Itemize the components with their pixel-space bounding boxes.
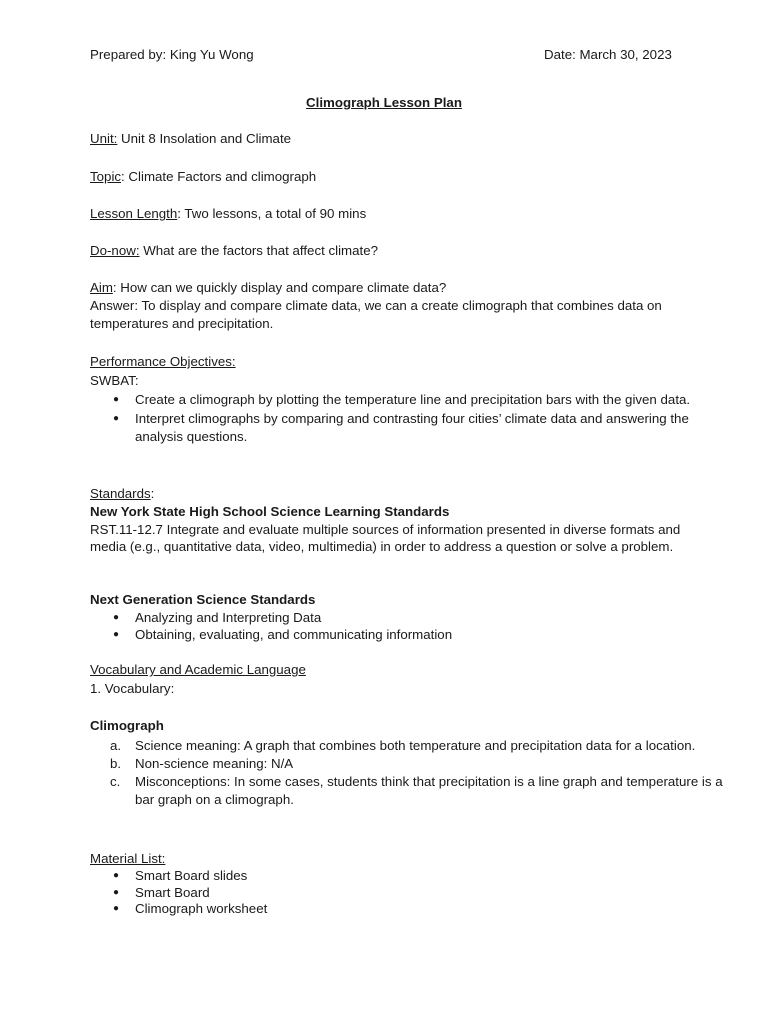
topic-value: : Climate Factors and climograph xyxy=(121,169,317,184)
list-marker: a. xyxy=(110,738,122,753)
topic-line xyxy=(90,168,316,185)
do-now-value: What are the factors that affect climate? xyxy=(139,243,378,258)
vocabulary-heading: Vocabulary and Academic Language xyxy=(90,662,306,677)
list-item: ● Obtaining, evaluating, and communicating information xyxy=(135,626,727,643)
swbat-label: SWBAT: xyxy=(90,373,139,388)
lesson-length-line xyxy=(90,205,366,222)
do-now-line xyxy=(90,242,378,259)
lesson-length-value: : Two lessons, a total of 90 mins xyxy=(177,206,367,221)
list-marker: b. xyxy=(110,756,122,771)
aim-label: Aim xyxy=(90,280,113,295)
unit-line xyxy=(90,130,291,147)
ngss-heading: Next Generation Science Standards xyxy=(90,592,316,607)
ngss-list xyxy=(90,609,727,643)
material-list-heading: Material List: xyxy=(90,851,166,866)
topic-label: Topic xyxy=(90,169,122,184)
materials-list xyxy=(90,868,727,918)
lesson-length-label: Lesson Length xyxy=(90,206,178,221)
list-item: ● Analyzing and Interpreting Data xyxy=(135,609,727,626)
unit-label: Unit: xyxy=(90,131,118,146)
list-marker: c. xyxy=(110,774,121,789)
vocabulary-subheading: 1. Vocabulary: xyxy=(90,681,175,696)
nys-standards-text: RST.11-12.7 Integrate and evaluate multiple sources of information presented in diverse formats and media (e.g., quantitative data, video, multimedia) in order to address a question or solve a problem. xyxy=(90,522,681,554)
list-item: ● Climograph worksheet xyxy=(135,901,727,918)
aim-answer: Answer: To display and compare climate data, we can a create climograph that combines data on temperatures and precipitation. xyxy=(90,298,662,331)
objectives-list xyxy=(90,391,727,446)
list-item: b. Non-science meaning: N/A xyxy=(110,756,294,771)
page-title: Climograph Lesson Plan xyxy=(306,95,462,110)
unit-value: Unit 8 Insolation and Climate xyxy=(117,131,292,146)
standards-heading: Standards xyxy=(90,486,151,501)
vocabulary-definitions xyxy=(90,737,727,809)
standards-colon: : xyxy=(150,486,155,501)
list-item: a. Science meaning: A graph that combines both temperature and precipitation data for a location. xyxy=(110,738,696,753)
list-item: ● Interpret climographs by comparing and contrasting four cities’ climate data and answering the analysis questions. xyxy=(135,410,727,446)
list-item: ● Create a climograph by plotting the temperature line and precipitation bars with the given data. xyxy=(135,391,727,409)
list-item: ● Smart Board xyxy=(135,885,727,902)
do-now-label: Do-now: xyxy=(90,243,140,258)
document-date: Date: March 30, 2023 xyxy=(544,47,672,62)
aim-value: : How can we quickly display and compare climate data? xyxy=(112,280,447,295)
list-item: ● Smart Board slides xyxy=(135,868,727,885)
prepared-by: Prepared by: King Yu Wong xyxy=(90,47,254,62)
nys-standards-heading: New York State High School Science Learning Standards xyxy=(90,504,450,519)
aim-line xyxy=(90,279,446,296)
vocabulary-term: Climograph xyxy=(90,718,164,733)
performance-objectives-heading: Performance Objectives: xyxy=(90,354,236,369)
list-item: c. Misconceptions: In some cases, students think that precipitation is a line graph and temperature is a bar graph on a climograph. xyxy=(110,774,723,807)
standards-heading-line xyxy=(90,485,154,502)
